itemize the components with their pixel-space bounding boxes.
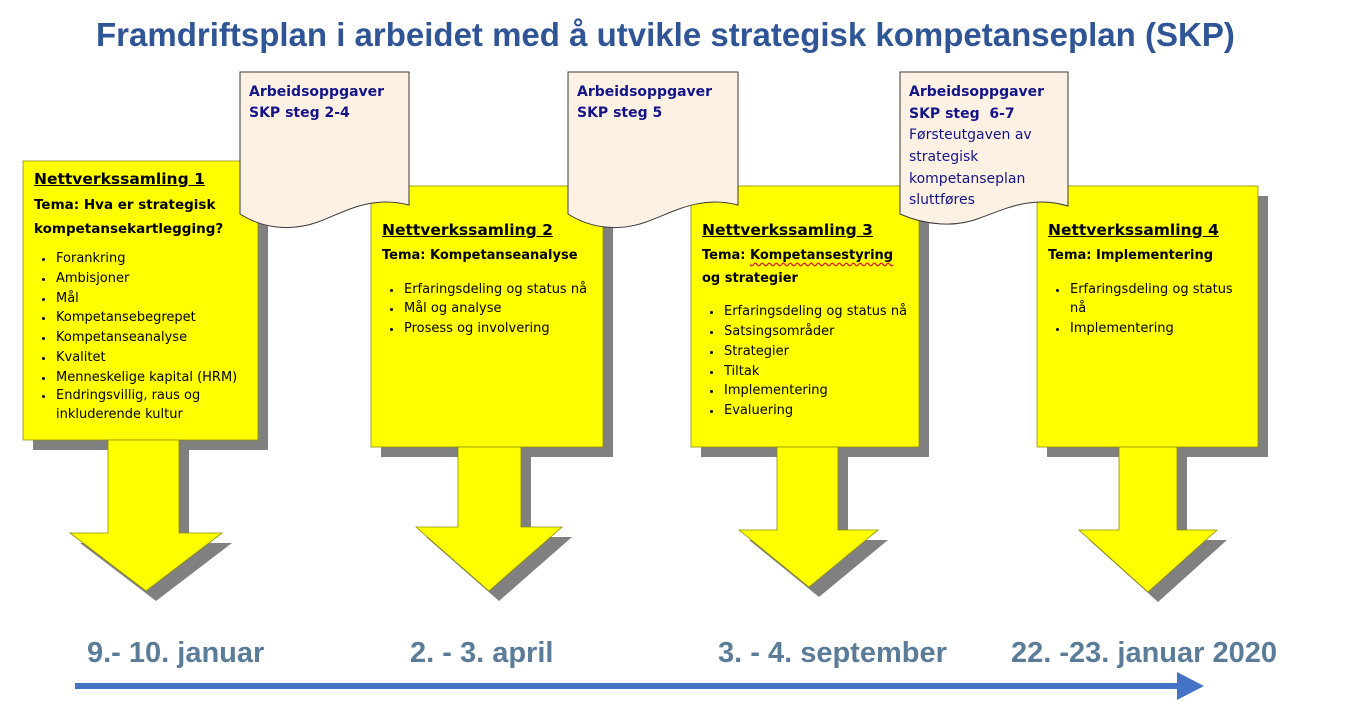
session-topics — [382, 280, 593, 339]
note-step: SKP steg 2-4 — [249, 105, 350, 121]
note-title: Arbeidsoppgaver — [909, 84, 1045, 100]
theme-suffix: og strategier — [702, 270, 798, 286]
list-item: • Evaluering — [722, 401, 909, 421]
task-note-3 — [900, 74, 1068, 220]
session-topics — [702, 302, 909, 421]
session-card-3 — [691, 212, 919, 427]
arrow-4 — [1079, 447, 1217, 592]
date-label-4: 22. -23. januar 2020 — [1011, 637, 1277, 669]
session-card-2 — [371, 212, 603, 345]
session-card-1 — [23, 161, 258, 431]
list-item: • Tiltak — [722, 362, 909, 382]
note-title: Arbeidsoppgaver — [577, 84, 713, 100]
list-item: • Erfaringsdeling og status nå — [402, 280, 593, 300]
task-note-1 — [240, 74, 410, 132]
list-item: • Forankring — [54, 249, 248, 269]
session-card-4 — [1037, 212, 1258, 345]
session-heading: Nettverkssamling 4 — [1048, 221, 1219, 239]
list-item: • Prosess og involvering — [402, 319, 593, 339]
timeline-arrowhead — [1177, 672, 1204, 700]
note-step: SKP steg 5 — [577, 105, 663, 121]
note-description: Førsteutgaven av strategisk kompetanseplan sluttføres — [909, 127, 1032, 209]
session-theme: Tema: Implementering — [1048, 247, 1214, 263]
note-title: Arbeidsoppgaver — [249, 84, 385, 100]
list-item: • Mål og analyse — [402, 299, 593, 319]
session-heading: Nettverkssamling 1 — [34, 170, 205, 188]
date-label-1: 9.- 10. januar — [87, 637, 265, 669]
list-item: • Erfaringsdeling og status nå — [722, 302, 909, 322]
list-item: • Endringsvillig, raus og inkluderende kultur — [54, 387, 248, 425]
task-note-2 — [568, 74, 738, 132]
theme-prefix: Tema: — [702, 247, 751, 263]
list-item: • Implementering — [1068, 319, 1248, 339]
date-label-3: 3. - 4. september — [718, 637, 947, 669]
list-item: • Implementering — [722, 381, 909, 401]
theme-keyword: Kompetansestyring — [750, 247, 894, 263]
list-item: • Ambisjoner — [54, 269, 248, 289]
list-item: • Mål — [54, 289, 248, 309]
arrow-1 — [70, 440, 222, 591]
session-heading: Nettverkssamling 2 — [382, 221, 553, 239]
page-title: Framdriftsplan i arbeidet med å utvikle strategisk kompetanseplan (SKP) — [96, 16, 1235, 53]
list-item: • Kompetanseanalyse — [54, 328, 248, 348]
arrow-2 — [416, 447, 562, 591]
list-item: • Satsingsområder — [722, 322, 909, 342]
list-item: • Strategier — [722, 342, 909, 362]
session-theme: Tema: Hva er strategisk kompetansekartlegging? — [34, 196, 224, 237]
list-item: • Kvalitet — [54, 348, 248, 368]
session-theme: Tema: Kompetanseanalyse — [382, 247, 578, 263]
session-topics — [1048, 280, 1248, 339]
list-item: • Menneskelige kapital (HRM) — [54, 368, 248, 388]
list-item: • Erfaringsdeling og status nå — [1068, 280, 1248, 320]
arrow-3 — [739, 447, 878, 587]
session-topics — [34, 249, 248, 425]
note-step: SKP steg 6-7 — [909, 105, 1015, 122]
session-theme — [702, 245, 909, 291]
list-item: • Kompetansebegrepet — [54, 308, 248, 328]
session-heading: Nettverkssamling 3 — [702, 221, 873, 239]
date-label-2: 2. - 3. april — [410, 637, 554, 669]
